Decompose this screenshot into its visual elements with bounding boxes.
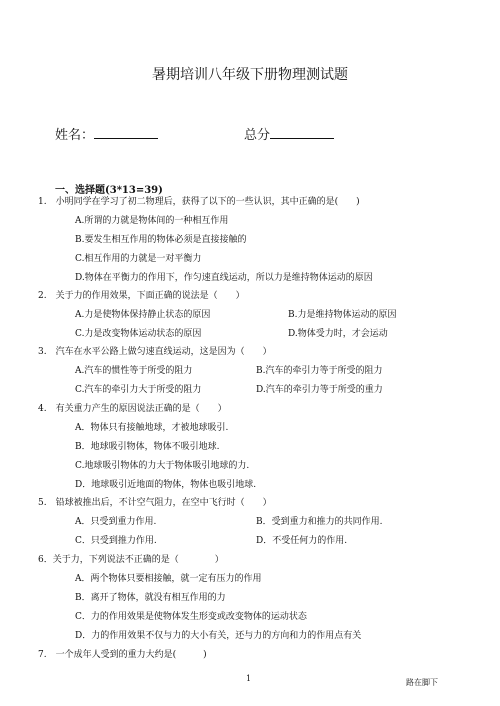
question-5-option-d: D．不受任何力的作用. [256, 536, 348, 546]
question-4-option-d: D．地球吸引近地面的物体，物体也吸引地球. [75, 480, 257, 490]
question-3-option-c: C.汽车的牵引力大于所受的阻力 [75, 385, 202, 395]
name-field [55, 124, 158, 143]
question-3-option-b: B.汽车的牵引力等于所受的阻力 [256, 366, 383, 376]
question-6-option-d: D．力的作用效果不仅与力的大小有关，还与力的方向和力的作用点有关 [75, 631, 362, 641]
question-5-stem: 5. 铅球被推出后，不计空气阻力，在空中飞行时（ ） [38, 498, 272, 508]
question-5-option-c: C．只受到推力作用. [75, 536, 157, 546]
name-blank [94, 127, 158, 139]
question-2-option-a: A.力是使物体保持静止状态的原因 [75, 310, 211, 320]
question-2-option-c: C.力是改变物体运动状态的原因 [75, 329, 202, 339]
question-7-stem: 7. 一个成年人受到的重力大约是( ) [38, 650, 207, 660]
name-label: 姓名： [55, 128, 95, 143]
section-heading: 一、选择题(3*13=39) [55, 185, 163, 196]
question-3-stem: 3. 汽车在水平公路上做匀速直线运动，这是因为（ ） [38, 347, 272, 357]
footer-motto: 路在脚下 [406, 678, 438, 687]
question-3-option-d: D.汽车的牵引力等于所受的重力 [256, 385, 383, 395]
question-1-option-a: A.所谓的力就是物体间的一种相互作用 [75, 216, 229, 226]
page-number: 1 [246, 674, 252, 683]
question-6-option-b: B．离开了物体，就没有相互作用的力 [75, 593, 226, 603]
question-1-option-b: B.要发生相互作用的物体必须是直接接触的 [75, 235, 247, 245]
question-5-option-b: B．受到重力和推力的共同作用. [256, 517, 383, 527]
question-1-option-c: C.相互作用的力就是一对平衡力 [75, 254, 202, 264]
score-field [244, 124, 334, 143]
question-6-stem: 6．关于力，下列说法不正确的是（ ） [38, 555, 224, 565]
question-4-stem: 4. 有关重力产生的原因说法正确的是（ ） [38, 404, 227, 414]
question-3-option-a: A.汽车的惯性等于所受的阻力 [75, 366, 193, 376]
question-4-option-c: C.地球吸引物体的力大于物体吸引地球的力. [75, 461, 250, 471]
page-title: 暑期培训八年级下册物理测试题 [152, 67, 348, 83]
question-1-stem: 1. 小明同学在学习了初二物理后，获得了以下的一些认识，其中正确的是( ) [38, 197, 360, 207]
score-label: 总分 [244, 128, 271, 143]
question-6-option-c: C．力的作用效果是使物体发生形变或改变物体的运动状态 [75, 612, 307, 622]
question-2-stem: 2. 关于力的作用效果，下面正确的说法是（ ） [38, 291, 245, 301]
question-1-option-d: D.物体在平衡力的作用下，作匀速直线运动，所以力是维持物体运动的原因 [75, 273, 373, 283]
score-blank [270, 127, 334, 139]
question-5-option-a: A．只受到重力作用. [75, 517, 157, 527]
question-2-option-d: D.物体受力时，才会运动 [288, 329, 388, 339]
question-2-option-b: B.力是维持物体运动的原因 [288, 310, 397, 320]
question-4-option-a: A．物体只有接触地球，才被地球吸引. [75, 423, 229, 433]
question-6-option-a: A．两个物体只要相接触，就一定有压力的作用 [75, 574, 262, 584]
question-4-option-b: B．地球吸引物体，物体不吸引地球. [75, 442, 220, 452]
